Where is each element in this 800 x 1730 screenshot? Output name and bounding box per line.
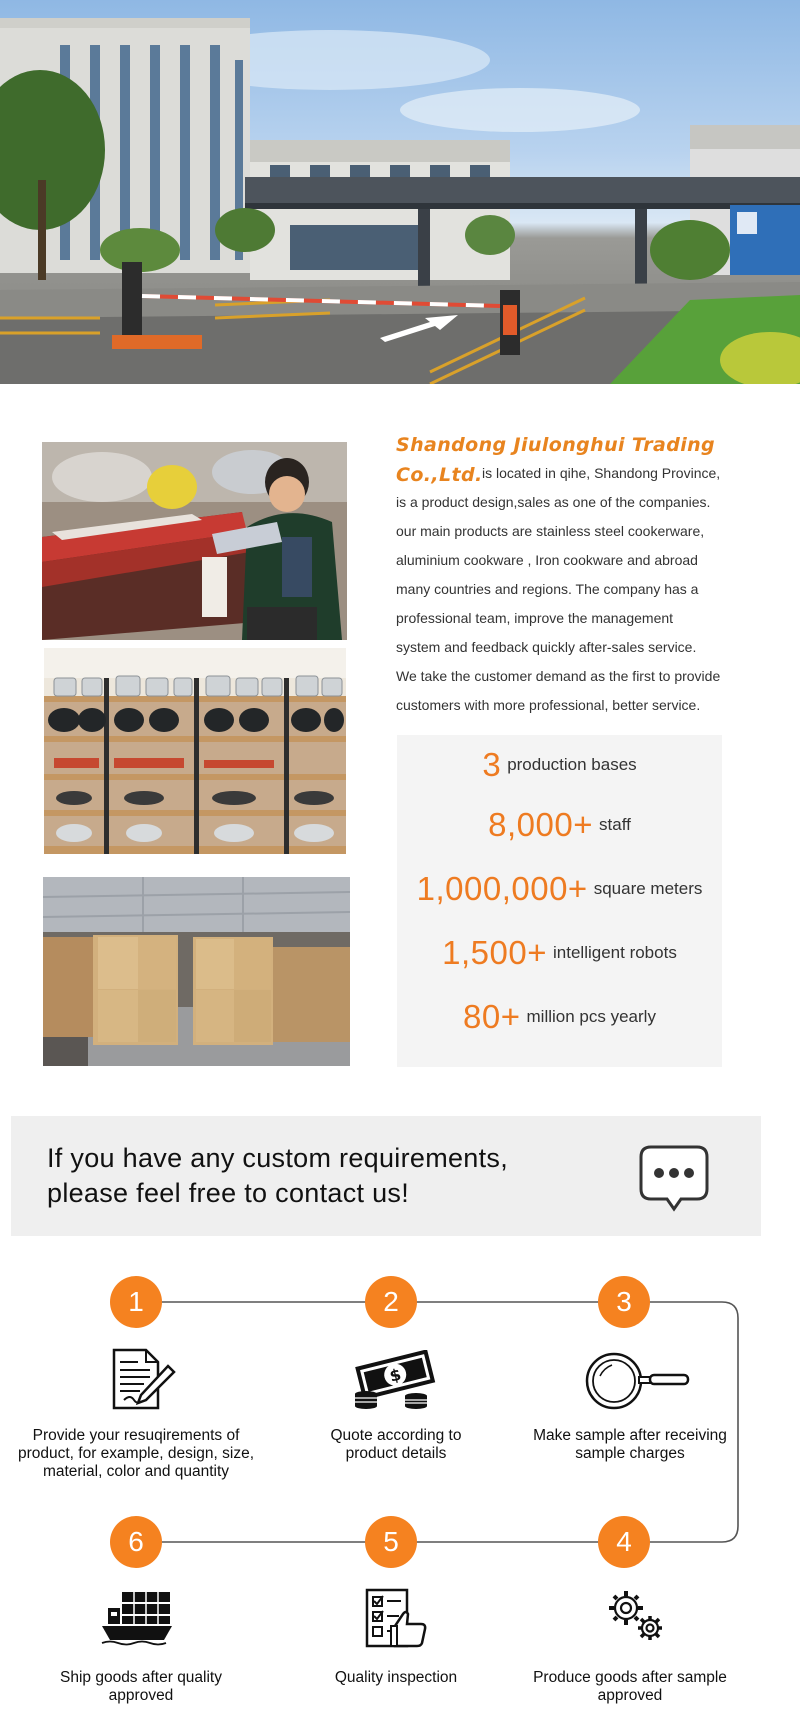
stat-label: production bases [507, 755, 637, 774]
document-pen-icon [110, 1348, 176, 1415]
step-2-badge: 2 [365, 1276, 417, 1328]
step-text-line: product details [345, 1445, 447, 1462]
cookware-shelf-photo [44, 648, 346, 854]
intro-line: We take the customer demand as the first to provide [396, 668, 721, 684]
company-name-line2: Co.,Ltd. [396, 464, 483, 486]
step-5-text [276, 1669, 516, 1687]
step-4-text [510, 1669, 750, 1705]
contact-banner[interactable] [11, 1116, 761, 1236]
stat-value: 3 [482, 746, 502, 783]
intro-line: our main products are stainless steel cookerware, [396, 523, 705, 539]
contact-line2: please feel free to contact us! [47, 1178, 410, 1208]
step-text-line: approved [108, 1687, 174, 1704]
step-text-line: Ship goods after quality [60, 1669, 222, 1686]
step-3-text [510, 1427, 750, 1463]
step-3-badge: 3 [598, 1276, 650, 1328]
intro-line: customers with more professional, better service. [396, 697, 701, 713]
step-text-line: Provide your resuqirements of [32, 1427, 240, 1444]
step-text-line: product, for example, design, size, [17, 1445, 255, 1462]
stat-label: staff [599, 815, 631, 834]
intro-first-line: is located in qihe, Shandong Province, [482, 465, 721, 481]
contact-line1: If you have any custom requirements, [47, 1143, 509, 1173]
stat-staff [397, 806, 722, 844]
contact-text [47, 1141, 508, 1211]
intro-line: aluminium cookware , Iron cookware and abroad [396, 552, 698, 568]
step-1-text [16, 1427, 256, 1481]
step-text-line: approved [597, 1687, 663, 1704]
stat-value: 1,500+ [442, 934, 548, 971]
stats-panel [397, 735, 722, 1067]
step-text-line: sample charges [575, 1445, 685, 1462]
hero-factory-photo [0, 0, 800, 384]
company-name-line1: Shandong Jiulonghui Trading [396, 434, 716, 456]
step-text-line: Quote according to [330, 1427, 462, 1444]
stat-label: million pcs yearly [526, 1007, 656, 1026]
cargo-ship-icon [100, 1590, 174, 1651]
step-text-line: Produce goods after sample [533, 1669, 727, 1686]
intro-line: is a product design,sales as one of the companies. [396, 494, 711, 510]
warehouse-worker-photo [42, 442, 347, 640]
svg-text:$: $ [387, 1364, 404, 1386]
stat-robots [397, 934, 722, 972]
step-4-badge: 4 [598, 1516, 650, 1568]
step-1-badge: 1 [110, 1276, 162, 1328]
stat-production-bases [397, 746, 722, 784]
step-text-line: Make sample after receiving [533, 1427, 727, 1444]
step-6-text [21, 1669, 261, 1705]
step-2-text [276, 1427, 516, 1463]
stat-label: intelligent robots [553, 943, 677, 962]
step-5-badge: 5 [365, 1516, 417, 1568]
warehouse-boxes-photo [43, 877, 350, 1066]
money-icon [352, 1350, 436, 1415]
stat-value: 1,000,000+ [416, 870, 588, 907]
gears-icon [604, 1588, 668, 1649]
chat-bubble-icon[interactable] [637, 1143, 711, 1218]
stat-square-meters [397, 870, 722, 908]
intro-line: professional team, improve the management [396, 610, 674, 626]
stat-label: square meters [593, 879, 703, 898]
checklist-icon [365, 1588, 429, 1655]
stat-yearly-output [397, 998, 722, 1036]
intro-line: many countries and regions. The company has a [396, 581, 699, 597]
step-text-line: material, color and quantity [42, 1463, 230, 1480]
step-text-line: Quality inspection [334, 1669, 458, 1686]
frying-pan-icon [584, 1350, 692, 1417]
stat-value: 80+ [463, 998, 521, 1035]
stat-value: 8,000+ [488, 806, 594, 843]
intro-line: system and feedback quickly after-sales service. [396, 639, 697, 655]
step-6-badge: 6 [110, 1516, 162, 1568]
